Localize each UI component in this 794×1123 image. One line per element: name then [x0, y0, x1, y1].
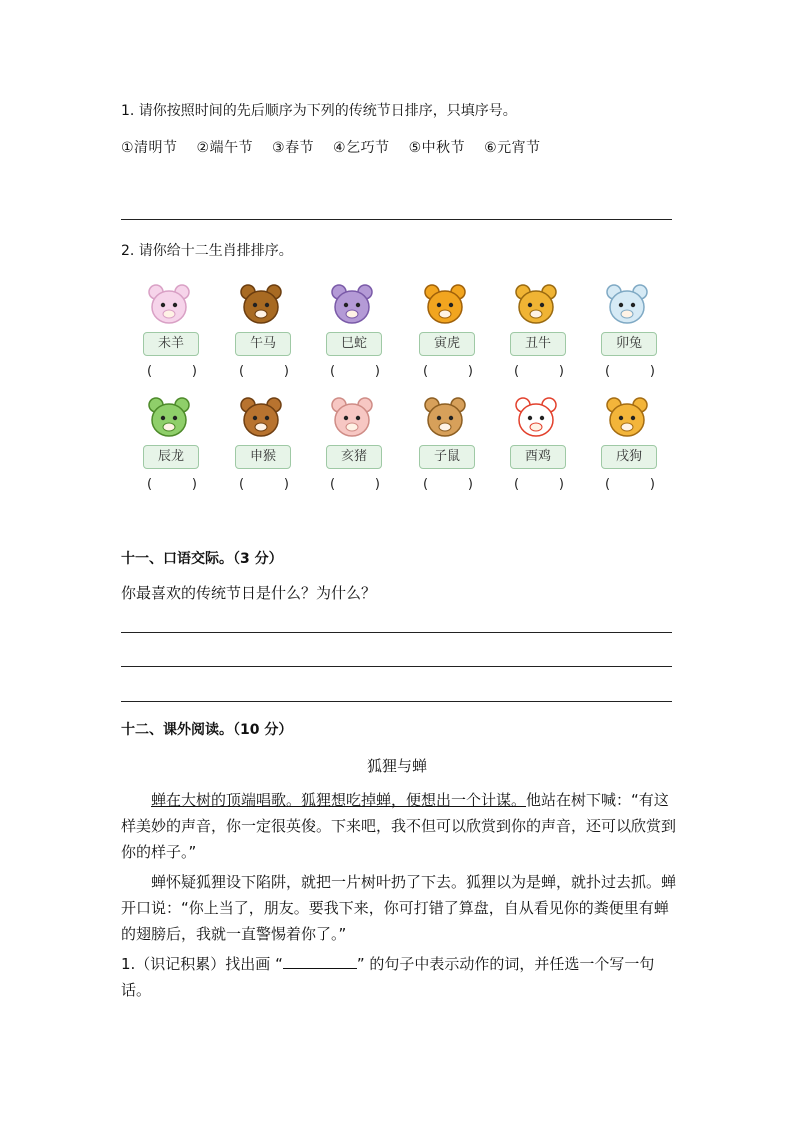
answer-parentheses[interactable]: [605, 364, 655, 379]
festival-item: ⑥元宵节: [484, 140, 541, 156]
open-paren: (: [605, 364, 611, 379]
open-paren: (: [239, 364, 245, 379]
horse-icon: [237, 282, 285, 328]
zodiac-item: [409, 282, 481, 382]
zodiac-label: 亥猪: [326, 445, 382, 469]
question-2-text: 2. 请你给十二生肖排排序。: [121, 243, 293, 259]
answer-line[interactable]: [121, 632, 672, 633]
close-paren: ): [558, 477, 564, 492]
story-title: 狐狸与蝉: [366, 757, 427, 775]
close-paren: ): [191, 364, 197, 379]
open-paren: (: [147, 477, 153, 492]
zodiac-label: 未羊: [143, 332, 199, 356]
reading-question-1: [121, 951, 676, 1003]
tiger-icon: [421, 282, 469, 328]
zodiac-label: 巳蛇: [326, 332, 382, 356]
zodiac-item: [500, 282, 572, 382]
zodiac-item: [316, 282, 388, 382]
answer-parentheses[interactable]: [239, 477, 289, 492]
zodiac-item: [133, 395, 205, 495]
open-paren: (: [423, 477, 429, 492]
answer-parentheses[interactable]: [147, 364, 197, 379]
section-11-heading: 十一、口语交际。（3 分）: [121, 551, 283, 567]
zodiac-label: 酉鸡: [510, 445, 566, 469]
underlined-sentence: 蝉在大树的顶端唱歌。狐狸想吃掉蝉，便想出一个计谋。: [151, 791, 527, 809]
answer-parentheses[interactable]: [423, 364, 473, 379]
zodiac-label: 申猴: [235, 445, 291, 469]
ox-icon: [512, 282, 560, 328]
question-text: ” 的句子中表示动作的词，并任选一个写一句话。: [121, 955, 655, 999]
zodiac-item: [133, 282, 205, 382]
festival-item: ⑤中秋节: [408, 140, 466, 156]
snake-icon: [328, 282, 376, 328]
story-paragraph-2: 蝉怀疑狐狸设下陷阱，就把一片树叶扔了下去。狐狸以为是蝉，就扑过去抓。蝉开口说：“你上当了，朋友。要我下来，你可打错了算盘，自从看见你的粪便里有蝉的翅膀后，我就一直警惕着你了。”: [121, 873, 677, 943]
zodiac-label: 辰龙: [143, 445, 199, 469]
zodiac-item: [409, 395, 481, 495]
festival-item: ③春节: [272, 140, 315, 156]
zodiac-item: [500, 395, 572, 495]
rat-icon: [421, 395, 469, 441]
festival-item: ②端午节: [196, 140, 254, 156]
story-paragraph-1: [121, 787, 676, 865]
underline-sample: [283, 954, 357, 969]
answer-line[interactable]: [121, 666, 672, 667]
rabbit-icon: [603, 282, 651, 328]
sheep-icon: [145, 282, 193, 328]
festival-item: ④乞巧节: [333, 140, 390, 156]
open-paren: (: [147, 364, 153, 379]
question-1-text: 1. 请你按照时间的先后顺序为下列的传统节日排序，只填序号。: [121, 103, 517, 119]
section-12-heading: 十二、课外阅读。（10 分）: [121, 722, 293, 738]
answer-parentheses[interactable]: [239, 364, 289, 379]
zodiac-label: 卯兔: [601, 332, 657, 356]
zodiac-label: 丑牛: [510, 332, 566, 356]
festival-list: [121, 137, 541, 157]
open-paren: (: [514, 477, 520, 492]
close-paren: ): [283, 477, 289, 492]
oral-prompt: 你最喜欢的传统节日是什么？为什么？: [121, 584, 377, 602]
answer-parentheses[interactable]: [330, 364, 380, 379]
close-paren: ): [467, 477, 473, 492]
close-paren: ): [374, 364, 380, 379]
dragon-icon: [145, 395, 193, 441]
close-paren: ): [283, 364, 289, 379]
zodiac-item: [316, 395, 388, 495]
open-paren: (: [605, 477, 611, 492]
zodiac-label: 寅虎: [419, 332, 475, 356]
open-paren: (: [514, 364, 520, 379]
answer-parentheses[interactable]: [514, 477, 564, 492]
close-paren: ): [374, 477, 380, 492]
open-paren: (: [239, 477, 245, 492]
answer-parentheses[interactable]: [147, 477, 197, 492]
zodiac-item: [591, 395, 663, 495]
close-paren: ): [467, 364, 473, 379]
zodiac-label: 戌狗: [601, 445, 657, 469]
answer-line[interactable]: [121, 701, 672, 702]
monkey-icon: [237, 395, 285, 441]
zodiac-label: 午马: [235, 332, 291, 356]
answer-parentheses[interactable]: [514, 364, 564, 379]
zodiac-item: [591, 282, 663, 382]
close-paren: ): [649, 364, 655, 379]
question-text: 1.（识记积累）找出画 “: [121, 955, 283, 973]
dog-icon: [603, 395, 651, 441]
open-paren: (: [423, 364, 429, 379]
answer-parentheses[interactable]: [423, 477, 473, 492]
zodiac-grid: [133, 282, 673, 492]
zodiac-item: [225, 395, 297, 495]
paragraph-text: 他站在树下喊：“有这样美妙的声音，你一定很英俊。下来吧，我不但可以欣赏到你的声音，还可以欣赏到你的样子。”: [121, 791, 677, 861]
close-paren: ): [649, 477, 655, 492]
open-paren: (: [330, 364, 336, 379]
pig-icon: [328, 395, 376, 441]
answer-parentheses[interactable]: [330, 477, 380, 492]
zodiac-label: 子鼠: [419, 445, 475, 469]
close-paren: ): [558, 364, 564, 379]
open-paren: (: [330, 477, 336, 492]
rooster-icon: [512, 395, 560, 441]
answer-parentheses[interactable]: [605, 477, 655, 492]
zodiac-item: [225, 282, 297, 382]
answer-line[interactable]: [121, 219, 672, 220]
close-paren: ): [191, 477, 197, 492]
festival-item: ①清明节: [121, 140, 178, 156]
